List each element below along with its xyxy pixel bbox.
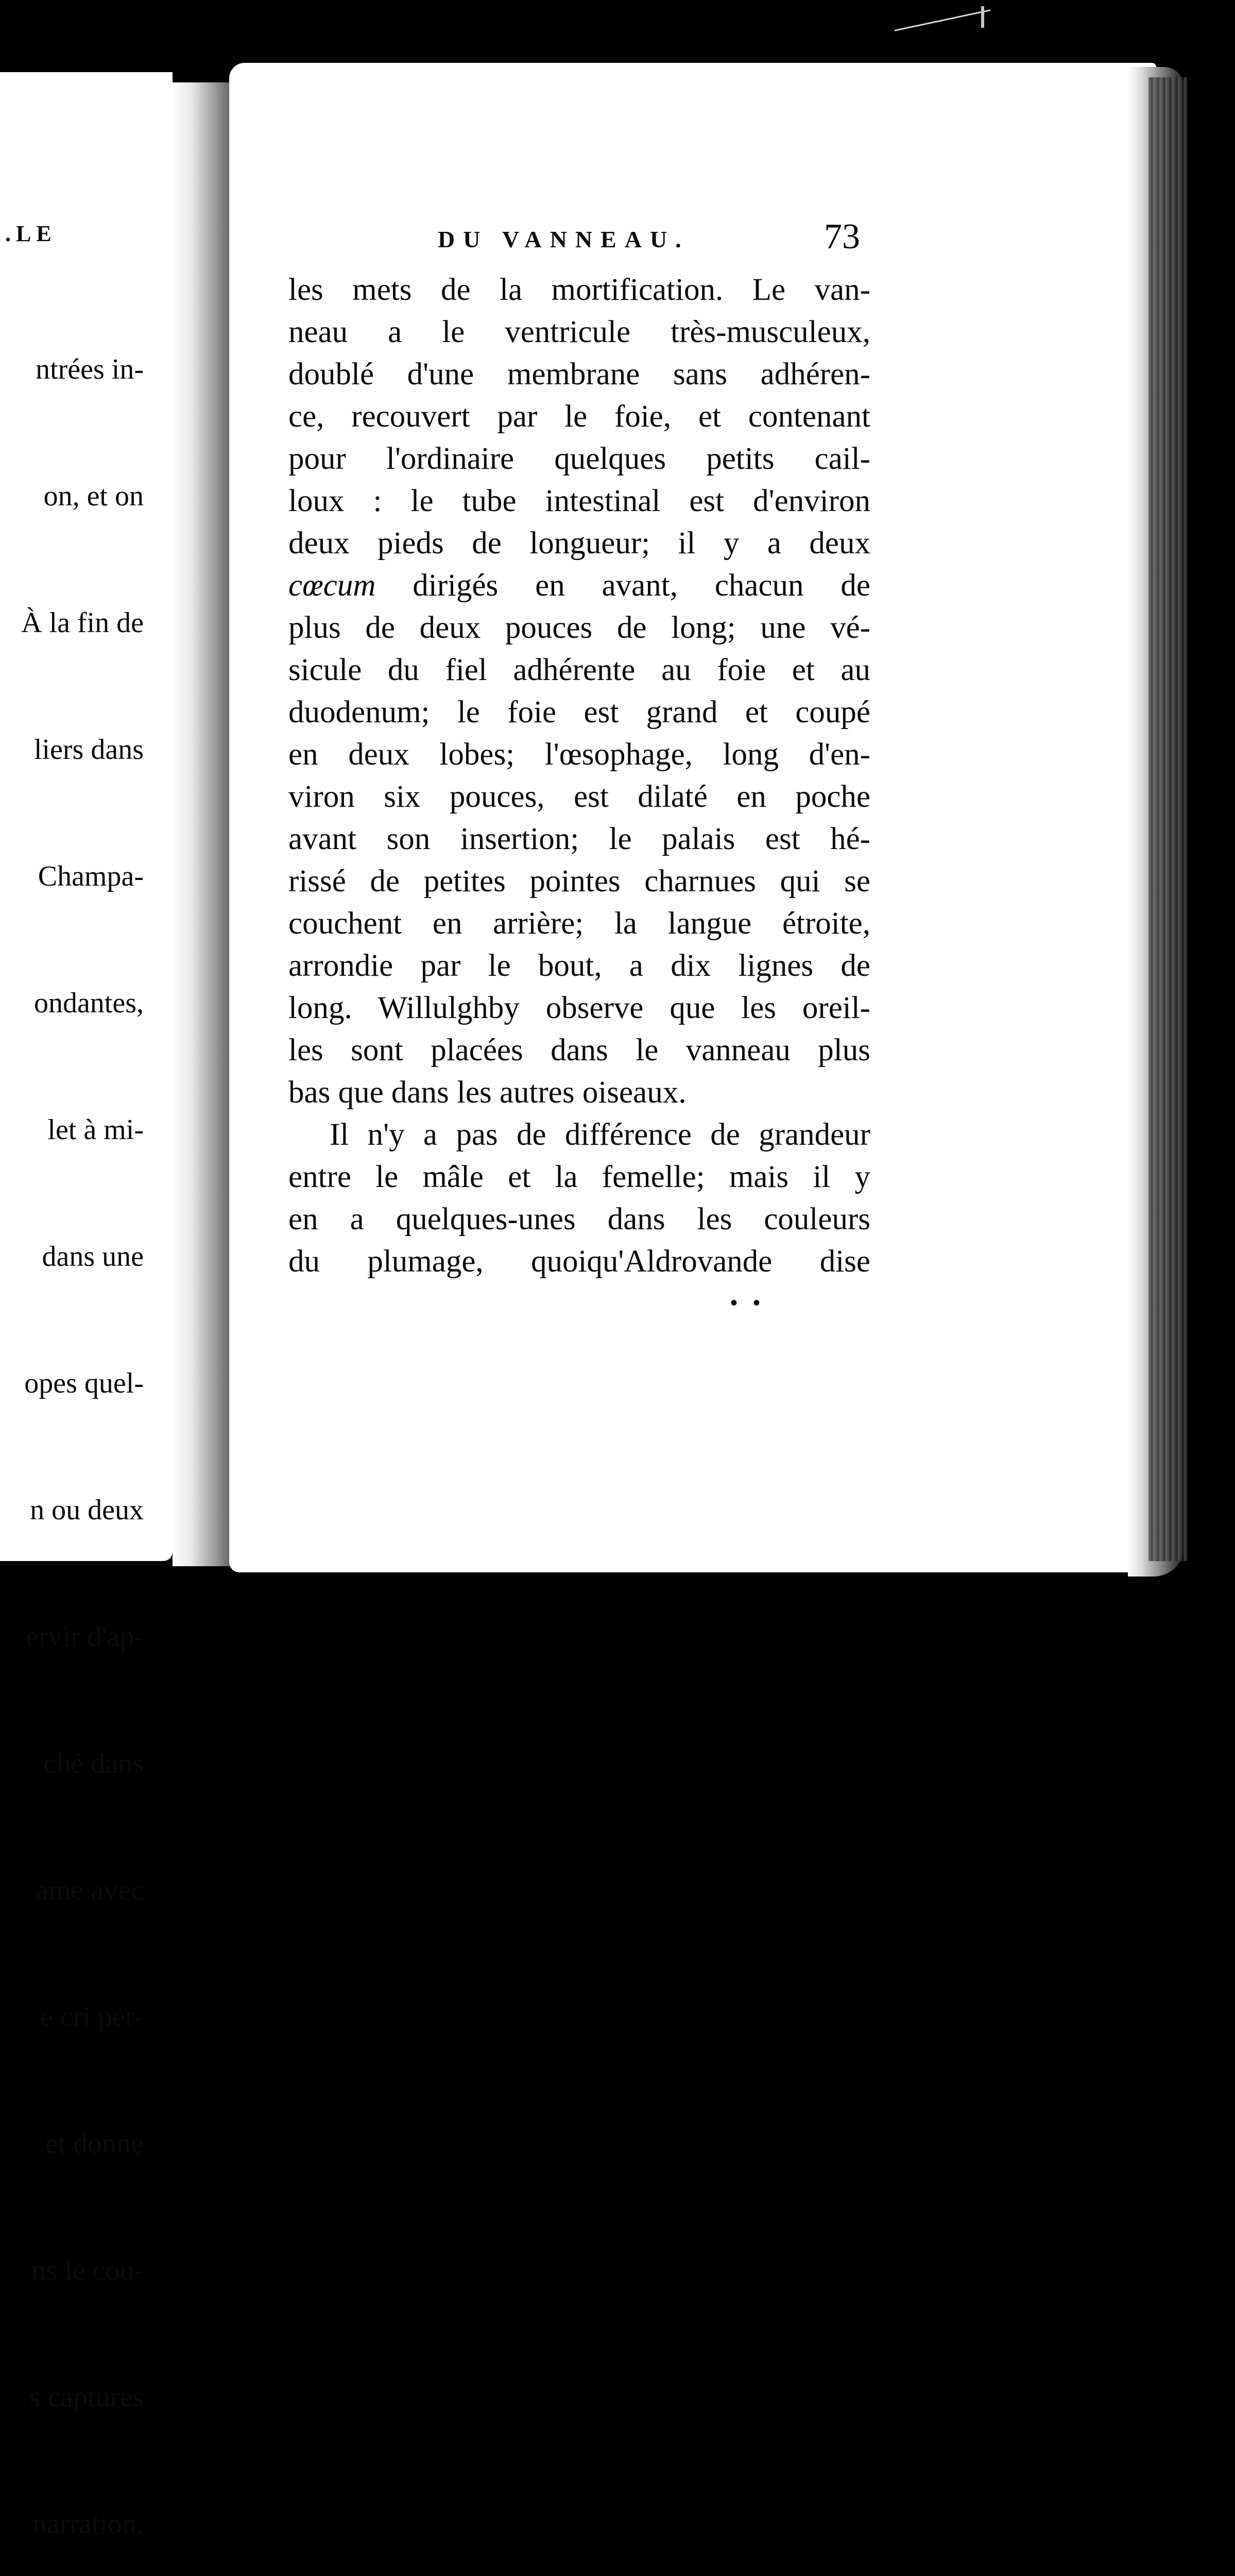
text-line: doublé d'une membrane sans adhéren- <box>288 357 870 392</box>
signature-mark: • • <box>730 1291 766 1314</box>
left-line: let à mi- <box>47 1114 144 1146</box>
page-body-text <box>288 269 870 1283</box>
left-line: À la fin de <box>21 607 144 639</box>
left-line: opes quel- <box>24 1367 144 1399</box>
left-line: e cri per- <box>40 2001 144 2033</box>
text-line: sicule du fiel adhérente au foie et au <box>288 653 870 687</box>
text-line: bas que dans les autres oiseaux. <box>288 1075 687 1110</box>
left-running-head: .LE <box>5 221 57 246</box>
left-line: ntrées in- <box>36 353 144 385</box>
text-line: arrondie par le bout, a dix lignes de <box>288 948 870 983</box>
text-line: long. Willulghby observe que les oreil- <box>288 991 870 1025</box>
italic-term: cœcum <box>288 568 376 603</box>
left-page-fragment <box>0 72 173 2540</box>
scan-scratch-mark <box>981 6 984 28</box>
left-line: ns le cou- <box>31 2255 144 2286</box>
text-line: rissé de petites pointes charnues qui se <box>288 864 870 899</box>
book-gutter-shadow <box>173 82 234 1566</box>
left-line: ervir d'ap- <box>25 1621 144 1653</box>
left-line: et donne <box>45 2128 144 2160</box>
text-line: en deux lobes; l'œsophage, long d'en- <box>288 737 870 772</box>
text-line: du plumage, quoiqu'Aldrovande dise <box>288 1244 870 1279</box>
text-line: ce, recouvert par le foie, et contenant <box>288 399 870 434</box>
left-page-text <box>21 264 144 2576</box>
text-line-italic <box>288 565 870 607</box>
page-number: 73 <box>824 217 860 257</box>
text-line: en a quelques-unes dans les couleurs <box>288 1202 870 1236</box>
text-line: deux pieds de longueur; il y a deux <box>288 526 870 561</box>
left-line: ame avec <box>36 1874 144 1906</box>
text-line-rest: dirigés en avant, chacun de <box>375 568 870 603</box>
left-line: liers dans <box>33 734 144 766</box>
text-line: les mets de la mortification. Le van- <box>288 273 870 307</box>
text-line: pour l'ordinaire quelques petits cail- <box>288 442 870 476</box>
text-line: couchent en arrière; la langue étroite, <box>288 906 870 941</box>
text-line: duodenum; le foie est grand et coupé <box>288 695 870 730</box>
left-line: s captures <box>29 2381 144 2413</box>
running-head: DU VANNEAU. <box>438 226 690 252</box>
text-line: viron six pouces, est dilaté en poche <box>288 779 870 814</box>
left-line: Champa- <box>38 860 144 892</box>
text-line: loux : le tube intestinal est d'environ <box>288 484 870 518</box>
left-line: dans une <box>42 1241 144 1273</box>
left-line: narration, <box>32 2508 144 2540</box>
text-line: neau a le ventricule très-musculeux, <box>288 315 870 349</box>
left-line: ché dans <box>43 1748 144 1780</box>
page-stack-edge <box>1148 77 1187 1561</box>
text-line: plus de deux pouces de long; une vé- <box>288 611 870 645</box>
text-line: avant son insertion; le palais est hé- <box>288 822 870 856</box>
text-line: entre le mâle et la femelle; mais il y <box>288 1160 870 1194</box>
left-line: on, et on <box>43 480 144 512</box>
paragraph-first-line: Il n'y a pas de différence de grandeur <box>330 1117 870 1152</box>
left-line: ondantes, <box>33 987 144 1019</box>
scan-scratch-mark <box>895 9 990 31</box>
text-line: les sont placées dans le vanneau plus <box>288 1033 870 1067</box>
left-line: n ou deux <box>30 1494 144 1526</box>
